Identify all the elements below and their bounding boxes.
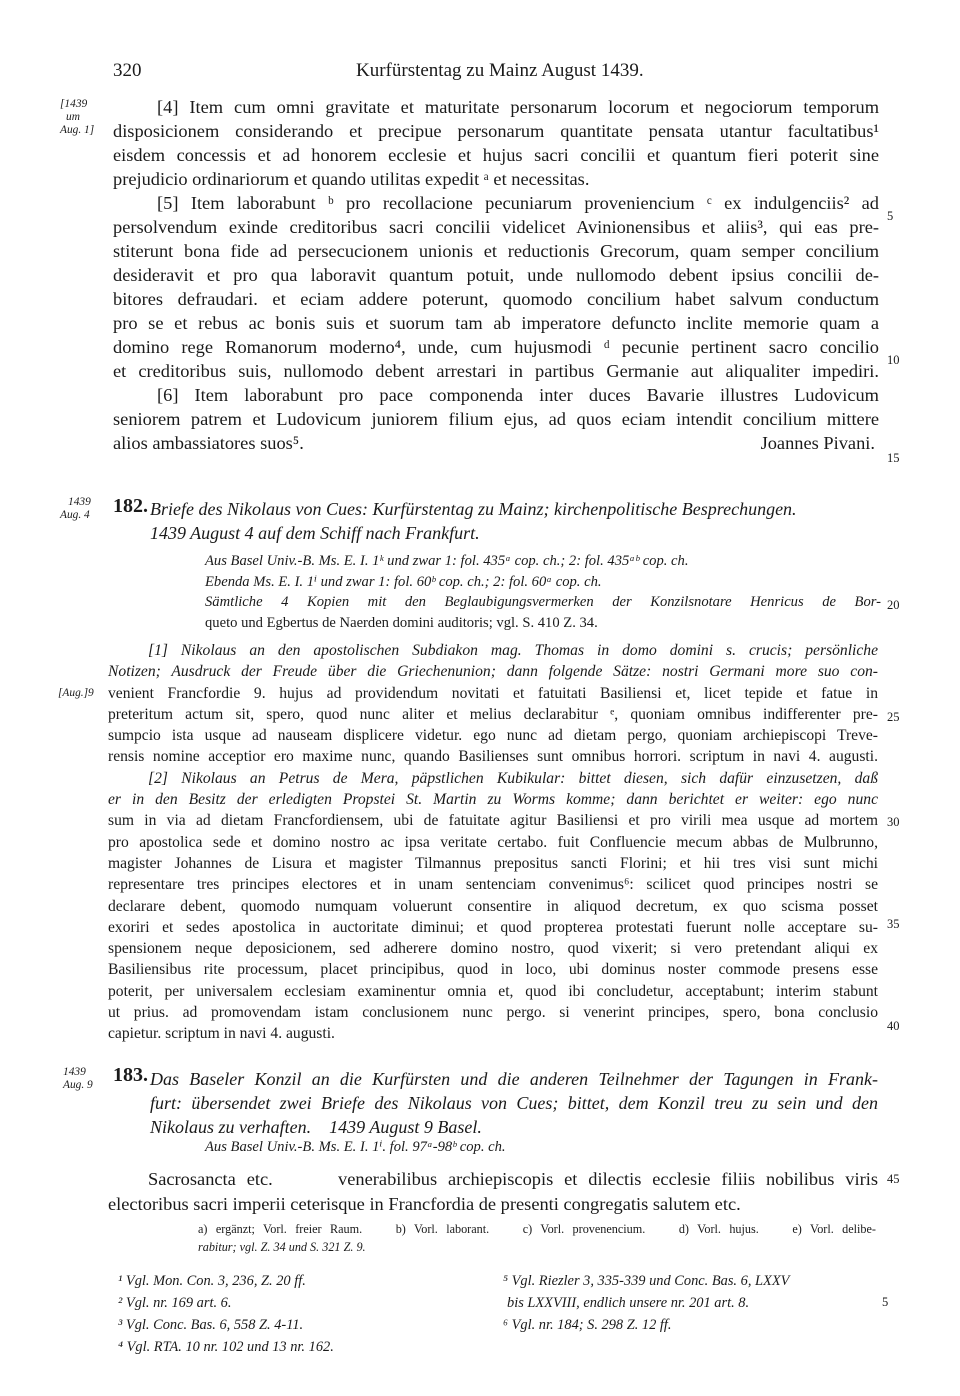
text-line: venient Francfordie 9. hujus ad providendum novitati et fatuitati Basiliensi et, licet tepide et fatue in [108, 684, 878, 702]
line-number: 30 [887, 815, 900, 829]
text-line: desideravit et pro qua laboravit quantum potuit, unde nullomodo debent ipsius concilii de- [113, 265, 879, 285]
margin-date-1439-aug9: 1439 Aug. 9 [63, 1066, 93, 1091]
line-number: 10 [887, 353, 900, 367]
text-line: eisdem concessis et ad honorem ecclesie et hujus sacri concilii et quantum fieri poterit sine [113, 145, 879, 165]
text-line: bitores defraudari. et eciam addere poterunt, quomodo concilium habet salvum conductum [113, 289, 879, 309]
line-number: 35 [887, 917, 900, 931]
line-number: 20 [887, 598, 900, 612]
text-line: prejudicio ordinariorum et quando utilitas expedit ᵃ et necessitas. [113, 169, 590, 189]
margin-date-aug9: [Aug.]9 [58, 687, 94, 699]
text-line: [5] Item laborabunt ᵇ pro recollacione pecuniarum proveniencium ᶜ ex indulgenciis² ad [157, 193, 879, 213]
source-description: Aus Basel Univ.-B. Ms. E. I. 1ⁱ. fol. 97ᵃ-98ᵇ cop. ch. [205, 1139, 506, 1155]
document-title: Das Baseler Konzil an die Kurfürsten und die anderen Teilnehmer der Tagungen in Frank- furt: übersendet zwei Briefe des Nikolaus von Cues; bittet, dem Konzil treu zu sein und den Nikolaus zu verhaften. 1439 August 9 Basel. [150, 1069, 878, 1137]
footnote: ¹ Vgl. Mon. Con. 3, 236, Z. 20 ff. [118, 1273, 306, 1289]
document-title: Briefe des Nikolaus von Cues: Kurfürstentag zu Mainz; kirchenpolitische Besprechungen. 1439 August 4 auf dem Schiff nach Frankfurt. [150, 499, 797, 543]
text-line: ut prius. ad promovendam istam conclusionem nunc pergo. si venerint principes, spero, bona conclusio [108, 1004, 878, 1022]
text-line: [1] Nikolaus an den apostolischen Subdiakon mag. Thomas in domo domini s. crucis; persönliche [148, 642, 878, 659]
footnote: ⁶ Vgl. nr. 184; S. 298 Z. 12 ff. [503, 1317, 672, 1333]
articles-4-6 [113, 95, 879, 455]
line-number: 40 [887, 1019, 900, 1033]
footnote: ² Vgl. nr. 169 art. 6. [118, 1295, 232, 1311]
text-line: pro se et rebus ac bonis suis et suorum tam ab imperatore defuncto inclite memorie quam a [113, 313, 879, 333]
footnote: ⁵ Vgl. Riezler 3, 335-339 und Conc. Bas. 6, LXXV [503, 1273, 790, 1289]
running-title: Kurfürstentag zu Mainz August 1439. [356, 60, 644, 81]
text-line: exoriri et sedes apostolica in auctoritate diminui; et quod propterea protestati fuerunt nolle acceptare su- [108, 918, 878, 936]
text-line: Notizen; Ausdruck der Freude über die Griechenunion; dann folgende Sätze: nostri Germani more suo con- [108, 663, 878, 681]
text-line: et creditoribus suis, nullomodo debent arrestari in partibus Germanie aut aliqualiter impediri. [113, 361, 879, 381]
text-line: poterit, per universalem ecclesiam examinentur omnia et, quod ibi concludetur, acceptabunt; interim stabunt [108, 982, 878, 1000]
text-line: [2] Nikolaus an Petrus de Mera, päpstlichen Kubikular: bittet diesen, sich dafür einzusetzen, daß [148, 769, 878, 787]
source-description: Aus Basel Univ.-B. Ms. E. I. 1ᵏ und zwar 1: fol. 435ᵃ cop. ch.; 2: fol. 435ᵃᵇ cop. ch. Ebenda Ms. E. I. 1ⁱ und zwar 1: fol. 60ᵇ cop. ch.; 2: fol. 60ᵃ cop. ch. Sämtliche 4 Kopien mit den Beglaubigungsvermerken der Konzilsnotare Henricus de Bor- queto und Egbertus de Naerden domini auditoris; vgl. S. 410 Z. 34. [205, 553, 881, 631]
document-183-text [108, 1167, 878, 1217]
text-line: magister Johannes de Lisura et magister Tilmannus prepositus sancti Florini; et hii tres visi sunt michi [108, 854, 878, 872]
signature: Joannes Pivani. [760, 433, 875, 453]
text-line: spensionem neque deposicionem, sed adherere domino nostro, quod vixerit; si vero pretendant aliqui ex [108, 940, 878, 958]
text-line: [4] Item cum omni gravitate et maturitate personarum locorum et negociorum temporum [157, 97, 879, 117]
text-line: alios ambassiatores suos⁵. [113, 433, 304, 453]
text-line: capietur. scriptum in navi 4. augusti. [108, 1025, 335, 1043]
document-number: 183. [113, 1064, 148, 1086]
footnotes-right [503, 1270, 789, 1336]
text-line: Basiliensibus rite processum, placet principibus, quod in loco, ubi dominus noster commode presens esse [108, 961, 878, 979]
footnotes-left [118, 1270, 334, 1358]
line-number: 45 [887, 1172, 900, 1186]
footnote: bis LXXVIII, endlich unsere nr. 201 art. 8. [507, 1295, 750, 1311]
line-number: 5 [887, 209, 894, 223]
text-line: disposicionem considerando et precipue personarum quantitate pensata utantur facultatibus¹ [113, 121, 879, 141]
text-line: preteritum actum sit, spero, quod nunc aliter et melius declarabitur ᵉ, quoniam omnibus indifferenter pre- [108, 705, 878, 723]
footnote: ⁴ Vgl. RTA. 10 nr. 102 und 13 nr. 162. [118, 1339, 334, 1355]
text-line-with-signature [113, 431, 879, 455]
footnote: ³ Vgl. Conc. Bas. 6, 558 Z. 4-11. [118, 1317, 304, 1333]
text-line: pro apostolica sede et domino nostro ac ipsa veritate certabo. fuit Confluencie mecum abbas de Mulbrunno, [108, 833, 878, 851]
text-line: sumpcio ista usque ad nauseam displicere videtur. ego nunc ad dietam pergo, quoniam archiepiscopi Treve- [108, 727, 878, 745]
text-line: seniorem patrem et Ludovicum juniorem filium ejus, ad quos eciam intendit concilium mittere [113, 409, 879, 429]
text-line: sum in via ad dietam Francfordiensem, ubi de fatuitate agitur Basiliensi et pro virili mea usque ad mortem [108, 812, 878, 830]
text-line: Sacrosancta etc. venerabilibus archiepiscopis et dilectis ecclesie filiis nobilibus viris [148, 1169, 878, 1189]
text-line: domino rege Romanorum moderno⁴, unde, cum hujusmodi ᵈ pecunie pertinent sacro concilio [113, 337, 879, 357]
text-line: rensis nomine acceptior ero maxime nunc, quando Basilienses sunt omnibus horrori. scriptum in navi 4. augusti. [108, 748, 878, 766]
text-line: declarare debent, quomodo numquam voluerunt consentire in aliquod decretum, ex quo scisma posset [108, 897, 878, 915]
document-182-text [108, 640, 878, 1045]
text-line: stiterunt bona fide ad persecucionem unionis et reductionis Grecorum, quam semper concilium [113, 241, 879, 261]
textual-notes: a) ergänzt; Vorl. freier Raum. b) Vorl. laborant. c) Vorl. provenencium. d) Vorl. hujus. e) Vorl. delibe- rabitur; vgl. Z. 34 und S. 321 Z. 9. [198, 1222, 876, 1254]
line-number: 5 [882, 1295, 889, 1309]
document-number: 182. [113, 495, 148, 517]
margin-date-aug4: 1439 Aug. 4 [60, 496, 91, 521]
line-number: 15 [887, 451, 900, 465]
line-number: 25 [887, 710, 900, 724]
text-line: electoribus sacri imperii ceterisque in Francfordia de presenti congregatis salutem etc. [108, 1194, 741, 1214]
page-number: 320 [113, 60, 142, 81]
text-line: persolvendum exinde creditoribus sacri concilii videlicet Avinionensibus et aliis³, qui eas pre- [113, 217, 879, 237]
text-line: representare tres principes electores et in unam sentenciam convenimus⁶: scilicet quod principes nostri se [108, 876, 878, 894]
text-line: [6] Item laborabunt pro pace componenda inter duces Bavarie illustres Ludovicum [157, 385, 879, 405]
text-line: er in den Besitz der erledigten Propstei St. Martin zu Worms komme; dann berichtet er weiter: ego nunc [108, 791, 878, 809]
margin-date-1439: [1439 um Aug. 1] [60, 98, 95, 136]
